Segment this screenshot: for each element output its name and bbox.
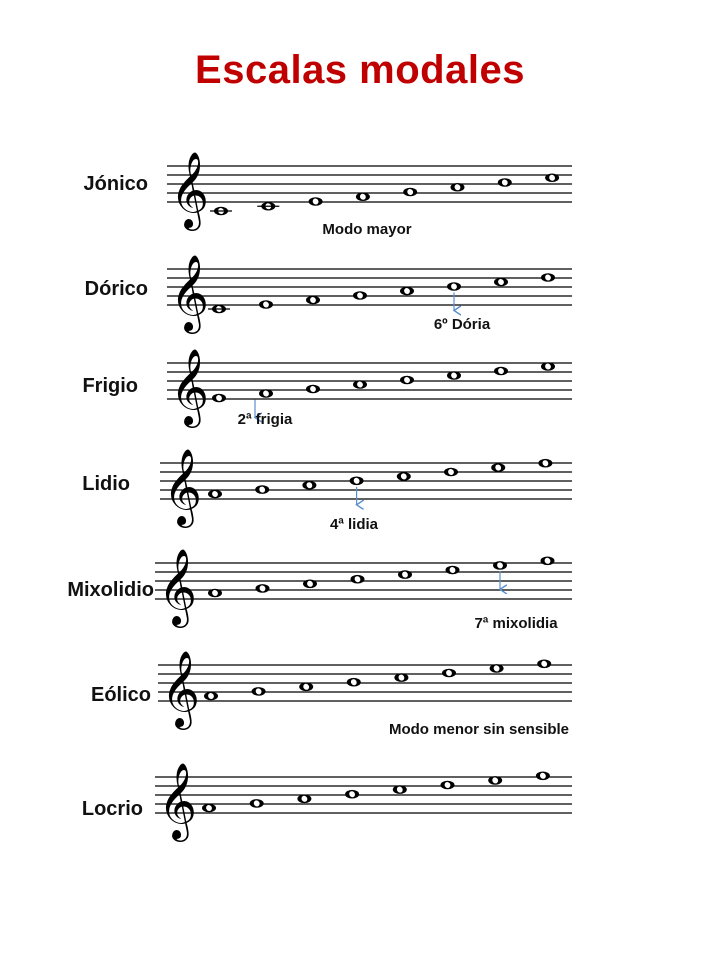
notes (208, 459, 552, 498)
mode-annotation: 6º Dória (433, 316, 491, 333)
whole-note-icon (204, 692, 218, 701)
mode-name: Jónico (83, 173, 148, 195)
staff-2 (85, 254, 572, 334)
whole-note-icon (210, 207, 232, 216)
whole-note-icon (491, 463, 505, 472)
staff-lines (158, 665, 572, 701)
whole-note-icon (541, 273, 555, 282)
whole-note-icon (208, 490, 222, 499)
whole-note-icon (306, 296, 320, 305)
whole-note-icon (494, 367, 508, 376)
staff-7 (82, 762, 572, 842)
whole-note-icon (537, 660, 551, 669)
whole-note-icon (351, 575, 365, 584)
mode-name: Locrio (81, 798, 143, 820)
whole-note-icon (498, 178, 512, 187)
mode-annotation: 2ª frigia (237, 411, 293, 428)
mode-name: Mixolidio (67, 579, 154, 601)
whole-note-icon (309, 197, 323, 206)
whole-note-icon (447, 371, 461, 380)
whole-note-icon (400, 287, 414, 296)
mode-annotation: 7ª mixolidia (474, 615, 558, 632)
staff-6 (91, 650, 572, 738)
whole-note-icon (541, 362, 555, 371)
whole-note-icon (257, 202, 279, 211)
whole-note-icon (538, 459, 552, 468)
whole-note-icon (208, 305, 230, 314)
whole-note-icon (446, 566, 460, 575)
notes (212, 362, 555, 402)
mode-name: Frigio (82, 375, 138, 397)
mode-name: Lidio (82, 473, 130, 495)
whole-note-icon (441, 781, 455, 790)
whole-note-icon (451, 183, 465, 192)
treble-clef-icon: 𝄞 (170, 254, 210, 331)
whole-note-icon (403, 188, 417, 197)
notes (208, 273, 555, 313)
whole-note-icon (353, 291, 367, 300)
whole-note-icon (444, 468, 458, 477)
whole-note-icon (536, 772, 550, 781)
staff-5 (67, 548, 572, 632)
whole-note-icon (259, 300, 273, 309)
whole-note-icon (256, 584, 270, 593)
page-title: Escalas modales (195, 48, 525, 92)
whole-note-icon (397, 472, 411, 481)
whole-note-icon (541, 557, 555, 566)
whole-note-icon (398, 570, 412, 579)
whole-note-icon (255, 485, 269, 494)
whole-note-icon (345, 790, 359, 799)
treble-clef-icon: 𝄞 (161, 650, 201, 727)
mode-annotation: Modo menor sin sensible (388, 721, 570, 738)
whole-note-icon (490, 664, 504, 673)
whole-note-icon (356, 192, 370, 201)
treble-clef-icon: 𝄞 (158, 548, 198, 625)
whole-note-icon (400, 376, 414, 385)
staff-lines (167, 363, 572, 399)
whole-note-icon (545, 173, 559, 182)
mode-name: Dórico (84, 278, 148, 300)
whole-note-icon (250, 799, 264, 808)
mode-annotation: Modo mayor (322, 221, 412, 238)
notes (210, 173, 559, 215)
notes (204, 660, 551, 701)
staff-4 (82, 448, 572, 533)
notes (202, 772, 550, 813)
staff-3 (82, 348, 572, 428)
whole-note-icon (493, 561, 507, 570)
whole-note-icon (353, 380, 367, 389)
whole-note-icon (208, 589, 222, 598)
whole-note-icon (252, 687, 266, 696)
treble-clef-icon: 𝄞 (170, 151, 210, 228)
whole-note-icon (394, 673, 408, 682)
treble-clef-icon: 𝄞 (163, 448, 203, 525)
whole-note-icon (488, 776, 502, 785)
whole-note-icon (303, 580, 317, 589)
whole-note-icon (202, 804, 216, 813)
whole-note-icon (212, 394, 226, 403)
whole-note-icon (347, 678, 361, 687)
staff-lines (155, 777, 572, 813)
whole-note-icon (442, 669, 456, 678)
whole-note-icon (393, 785, 407, 794)
whole-note-icon (306, 385, 320, 394)
treble-clef-icon: 𝄞 (158, 762, 198, 839)
whole-note-icon (494, 278, 508, 287)
whole-note-icon (299, 683, 313, 692)
whole-note-icon (302, 481, 316, 490)
whole-note-icon (259, 389, 273, 398)
staff-lines (167, 269, 572, 305)
whole-note-icon (350, 477, 364, 486)
whole-note-icon (447, 282, 461, 291)
whole-note-icon (297, 795, 311, 804)
staff-1 (84, 151, 572, 238)
mode-name: Eólico (90, 684, 151, 706)
treble-clef-icon: 𝄞 (170, 348, 210, 425)
mode-annotation: 4ª lidia (329, 516, 379, 533)
